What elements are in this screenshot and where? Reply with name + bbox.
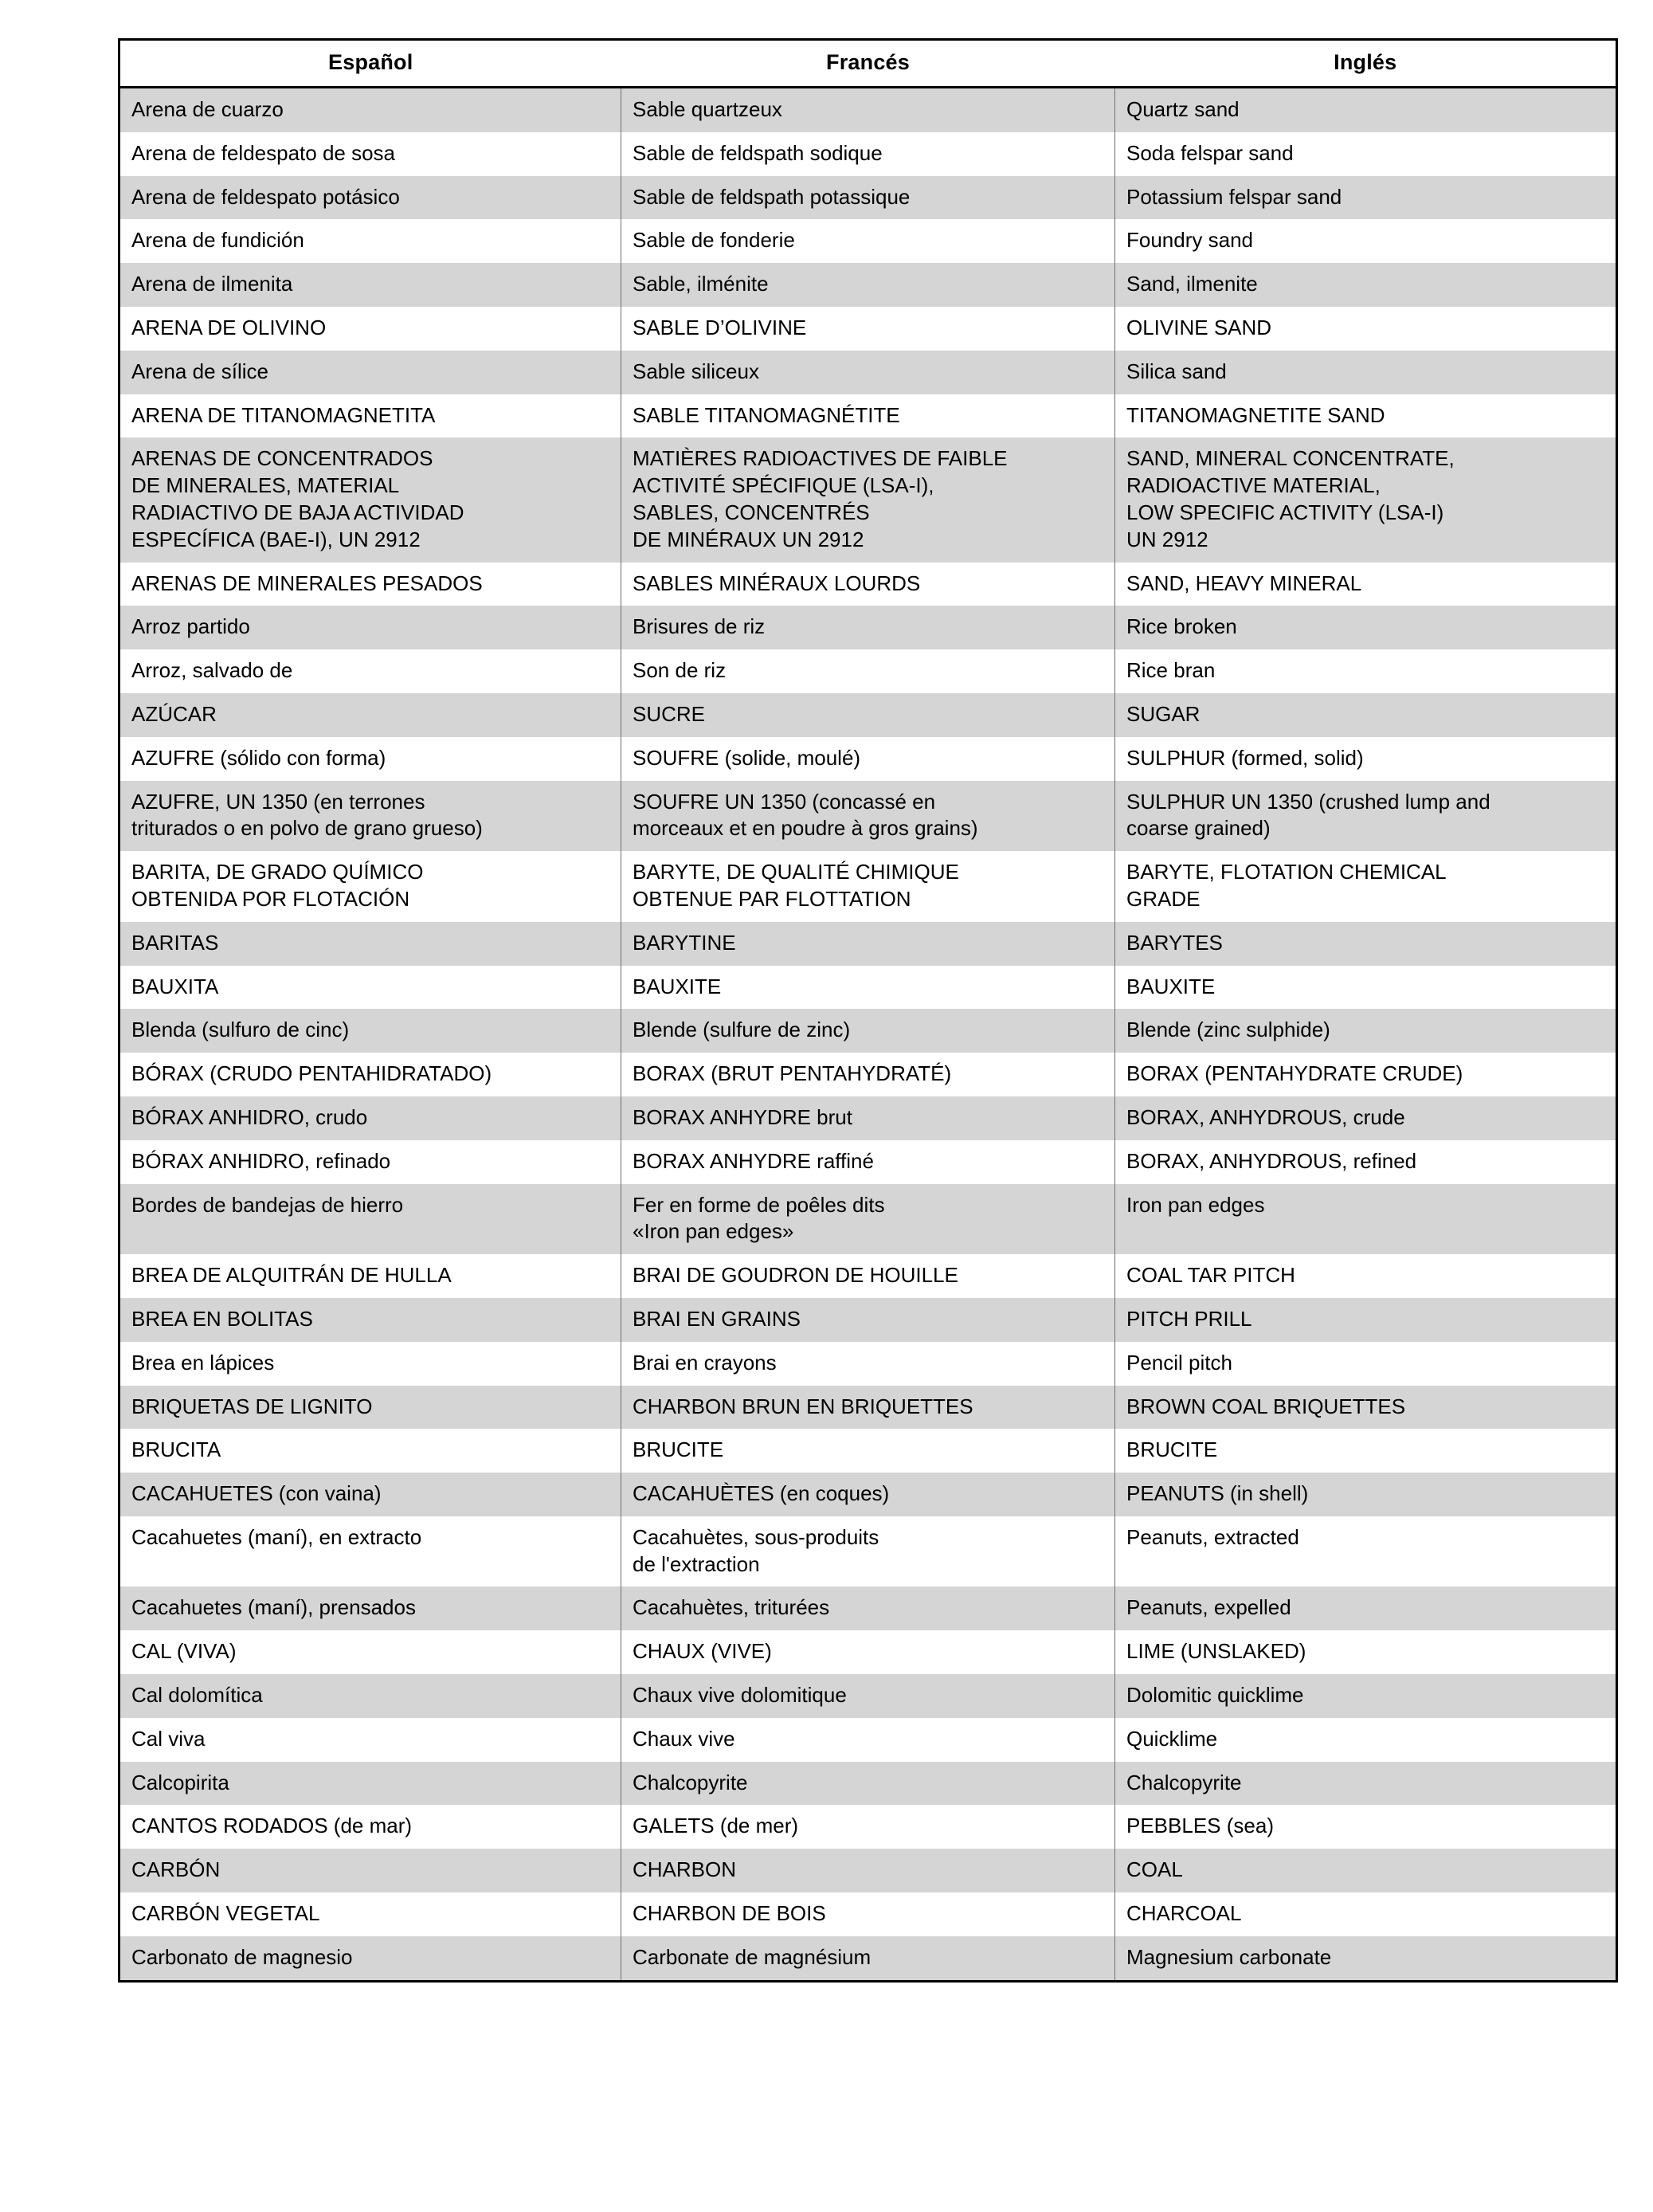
cell-spanish: Calcopirita (119, 1762, 621, 1806)
cell-french: Sable de feldspath potassique (621, 176, 1115, 220)
cell-english: Rice broken (1115, 606, 1617, 649)
cell-spanish: BÓRAX ANHIDRO, refinado (119, 1140, 621, 1184)
cell-spanish: BAUXITA (119, 966, 621, 1010)
cell-french: SABLE TITANOMAGNÉTITE (621, 394, 1115, 438)
table-row (119, 1586, 1617, 1630)
cell-spanish: Arroz, salvado de (119, 649, 621, 693)
cell-spanish: BARITA, DE GRADO QUÍMICO OBTENIDA POR FLOTACIÓN (119, 851, 621, 922)
cell-spanish: Arroz partido (119, 606, 621, 649)
table-row (119, 1096, 1617, 1140)
cell-spanish: ARENAS DE CONCENTRADOS DE MINERALES, MATERIAL RADIACTIVO DE BAJA ACTIVIDAD ESPECÍFICA (BAE-I), UN 2912 (119, 437, 621, 562)
cell-english: Foundry sand (1115, 219, 1617, 263)
table-row (119, 649, 1617, 693)
document-page (118, 38, 1616, 1983)
cell-french: CHAUX (VIVE) (621, 1630, 1115, 1674)
table-row (119, 263, 1617, 307)
cell-french: Chaux vive dolomitique (621, 1674, 1115, 1718)
table-row (119, 437, 1617, 562)
table-row (119, 851, 1617, 922)
cell-english: Pencil pitch (1115, 1342, 1617, 1386)
cell-spanish: Cacahuetes (maní), prensados (119, 1586, 621, 1630)
cell-french: Sable, ilménite (621, 263, 1115, 307)
cell-spanish: Arena de sílice (119, 351, 621, 394)
cell-spanish: CACAHUETES (con vaina) (119, 1473, 621, 1516)
cell-spanish: ARENA DE TITANOMAGNETITA (119, 394, 621, 438)
cell-french: CACAHUÈTES (en coques) (621, 1473, 1115, 1516)
cell-french: Sable de fonderie (621, 219, 1115, 263)
cell-english: BORAX, ANHYDROUS, refined (1115, 1140, 1617, 1184)
cell-spanish: Blenda (sulfuro de cinc) (119, 1009, 621, 1053)
cell-english: Quartz sand (1115, 88, 1617, 132)
table-row (119, 1053, 1617, 1096)
column-header-french: Francés (621, 40, 1115, 88)
table-row (119, 1473, 1617, 1516)
cell-spanish: ARENA DE OLIVINO (119, 307, 621, 351)
cell-english: CHARCOAL (1115, 1892, 1617, 1936)
cell-french: SUCRE (621, 693, 1115, 737)
cell-spanish: Arena de cuarzo (119, 88, 621, 132)
cell-french: BRAI DE GOUDRON DE HOUILLE (621, 1254, 1115, 1298)
cell-english: BRUCITE (1115, 1429, 1617, 1473)
cell-english: Blende (zinc sulphide) (1115, 1009, 1617, 1053)
cell-english: OLIVINE SAND (1115, 307, 1617, 351)
cell-french: Blende (sulfure de zinc) (621, 1009, 1115, 1053)
cell-spanish: CAL (VIVA) (119, 1630, 621, 1674)
cell-french: Sable de feldspath sodique (621, 132, 1115, 176)
cell-spanish: BREA EN BOLITAS (119, 1298, 621, 1342)
table-row (119, 1630, 1617, 1674)
cell-french: CHARBON BRUN EN BRIQUETTES (621, 1386, 1115, 1430)
cell-french: SOUFRE UN 1350 (concassé en morceaux et en poudre à gros grains) (621, 781, 1115, 852)
table-row (119, 1184, 1617, 1255)
table-row (119, 1849, 1617, 1892)
cell-spanish: AZUFRE (sólido con forma) (119, 737, 621, 781)
cell-spanish: Cal dolomítica (119, 1674, 621, 1718)
cell-english: PITCH PRILL (1115, 1298, 1617, 1342)
table-row (119, 693, 1617, 737)
cell-spanish: BRUCITA (119, 1429, 621, 1473)
table-row (119, 1762, 1617, 1806)
cell-spanish: CANTOS RODADOS (de mar) (119, 1805, 621, 1849)
table-row (119, 1516, 1617, 1587)
cell-spanish: BÓRAX (CRUDO PENTAHIDRATADO) (119, 1053, 621, 1096)
cell-spanish: Arena de feldespato de sosa (119, 132, 621, 176)
cell-english: SUGAR (1115, 693, 1617, 737)
cell-english: Silica sand (1115, 351, 1617, 394)
table-row (119, 351, 1617, 394)
cell-spanish: BRIQUETAS DE LIGNITO (119, 1386, 621, 1430)
cell-english: Peanuts, expelled (1115, 1586, 1617, 1630)
cell-french: Carbonate de magnésium (621, 1936, 1115, 1981)
cell-french: SABLES MINÉRAUX LOURDS (621, 563, 1115, 606)
cell-french: Brai en crayons (621, 1342, 1115, 1386)
cell-spanish: Cacahuetes (maní), en extracto (119, 1516, 621, 1587)
cell-english: Dolomitic quicklime (1115, 1674, 1617, 1718)
table-row (119, 307, 1617, 351)
cell-french: BARYTE, DE QUALITÉ CHIMIQUE OBTENUE PAR FLOTTATION (621, 851, 1115, 922)
cell-english: BROWN COAL BRIQUETTES (1115, 1386, 1617, 1430)
cell-spanish: AZUFRE, UN 1350 (en terrones triturados o en polvo de grano grueso) (119, 781, 621, 852)
table-row (119, 1718, 1617, 1762)
cell-english: BARYTE, FLOTATION CHEMICAL GRADE (1115, 851, 1617, 922)
cell-english: LIME (UNSLAKED) (1115, 1630, 1617, 1674)
cell-spanish: Carbonato de magnesio (119, 1936, 621, 1981)
cell-spanish: CARBÓN VEGETAL (119, 1892, 621, 1936)
cell-french: SOUFRE (solide, moulé) (621, 737, 1115, 781)
cell-spanish: Cal viva (119, 1718, 621, 1762)
table-header (119, 40, 1617, 88)
cell-spanish: BÓRAX ANHIDRO, crudo (119, 1096, 621, 1140)
cell-english: Magnesium carbonate (1115, 1936, 1617, 1981)
cell-spanish: CARBÓN (119, 1849, 621, 1892)
cell-english: Chalcopyrite (1115, 1762, 1617, 1806)
cell-french: SABLE D’OLIVINE (621, 307, 1115, 351)
cell-spanish: BARITAS (119, 922, 621, 966)
table-row (119, 1342, 1617, 1386)
cell-english: Rice bran (1115, 649, 1617, 693)
cell-french: Sable siliceux (621, 351, 1115, 394)
cell-spanish: Bordes de bandejas de hierro (119, 1184, 621, 1255)
column-header-spanish: Español (119, 40, 621, 88)
cell-english: SULPHUR UN 1350 (crushed lump and coarse grained) (1115, 781, 1617, 852)
cell-french: CHARBON (621, 1849, 1115, 1892)
cell-english: SAND, HEAVY MINERAL (1115, 563, 1617, 606)
table-row (119, 922, 1617, 966)
cell-spanish: Arena de ilmenita (119, 263, 621, 307)
cell-spanish: Arena de fundición (119, 219, 621, 263)
cell-french: BARYTINE (621, 922, 1115, 966)
table-row (119, 1805, 1617, 1849)
cell-spanish: Arena de feldespato potásico (119, 176, 621, 220)
cell-spanish: AZÚCAR (119, 693, 621, 737)
cell-english: Soda felspar sand (1115, 132, 1617, 176)
table-row (119, 219, 1617, 263)
table-row (119, 1936, 1617, 1981)
table-row (119, 1009, 1617, 1053)
cell-english: COAL TAR PITCH (1115, 1254, 1617, 1298)
cell-spanish: ARENAS DE MINERALES PESADOS (119, 563, 621, 606)
cell-english: Quicklime (1115, 1718, 1617, 1762)
cell-spanish: BREA DE ALQUITRÁN DE HULLA (119, 1254, 621, 1298)
glossary-table (118, 38, 1618, 1983)
cell-english: BORAX (PENTAHYDRATE CRUDE) (1115, 1053, 1617, 1096)
column-header-english: Inglés (1115, 40, 1617, 88)
cell-english: Sand, ilmenite (1115, 263, 1617, 307)
table-row (119, 1386, 1617, 1430)
cell-english: Iron pan edges (1115, 1184, 1617, 1255)
cell-french: MATIÈRES RADIOACTIVES DE FAIBLE ACTIVITÉ SPÉCIFIQUE (LSA-I), SABLES, CONCENTRÉS DE MINÉRAUX UN 2912 (621, 437, 1115, 562)
table-row (119, 737, 1617, 781)
cell-french: BORAX (BRUT PENTAHYDRATÉ) (621, 1053, 1115, 1096)
table-row (119, 1892, 1617, 1936)
table-row (119, 1429, 1617, 1473)
cell-french: Cacahuètes, sous-produits de l'extraction (621, 1516, 1115, 1587)
cell-spanish: Brea en lápices (119, 1342, 621, 1386)
table-row (119, 394, 1617, 438)
table-row (119, 1298, 1617, 1342)
table-row (119, 781, 1617, 852)
cell-french: Fer en forme de poêles dits «Iron pan edges» (621, 1184, 1115, 1255)
cell-french: Son de riz (621, 649, 1115, 693)
cell-english: BORAX, ANHYDROUS, crude (1115, 1096, 1617, 1140)
cell-french: Brisures de riz (621, 606, 1115, 649)
table-row (119, 1674, 1617, 1718)
cell-english: Peanuts, extracted (1115, 1516, 1617, 1587)
table-row (119, 176, 1617, 220)
cell-english: SULPHUR (formed, solid) (1115, 737, 1617, 781)
cell-english: PEBBLES (sea) (1115, 1805, 1617, 1849)
cell-english: PEANUTS (in shell) (1115, 1473, 1617, 1516)
table-row (119, 88, 1617, 132)
table-header-row (119, 40, 1617, 88)
cell-english: COAL (1115, 1849, 1617, 1892)
cell-french: CHARBON DE BOIS (621, 1892, 1115, 1936)
cell-french: BRUCITE (621, 1429, 1115, 1473)
cell-french: Sable quartzeux (621, 88, 1115, 132)
cell-french: Chalcopyrite (621, 1762, 1115, 1806)
table-row (119, 563, 1617, 606)
table-row (119, 966, 1617, 1010)
cell-french: BORAX ANHYDRE raffiné (621, 1140, 1115, 1184)
table-row (119, 1254, 1617, 1298)
table-row (119, 606, 1617, 649)
cell-french: Chaux vive (621, 1718, 1115, 1762)
cell-english: BAUXITE (1115, 966, 1617, 1010)
cell-french: BAUXITE (621, 966, 1115, 1010)
table-row (119, 132, 1617, 176)
cell-english: SAND, MINERAL CONCENTRATE, RADIOACTIVE MATERIAL, LOW SPECIFIC ACTIVITY (LSA-I) UN 2912 (1115, 437, 1617, 562)
cell-english: Potassium felspar sand (1115, 176, 1617, 220)
cell-english: TITANOMAGNETITE SAND (1115, 394, 1617, 438)
cell-french: Cacahuètes, triturées (621, 1586, 1115, 1630)
cell-french: BRAI EN GRAINS (621, 1298, 1115, 1342)
cell-french: GALETS (de mer) (621, 1805, 1115, 1849)
table-body (119, 88, 1617, 1982)
table-row (119, 1140, 1617, 1184)
cell-english: BARYTES (1115, 922, 1617, 966)
cell-french: BORAX ANHYDRE brut (621, 1096, 1115, 1140)
